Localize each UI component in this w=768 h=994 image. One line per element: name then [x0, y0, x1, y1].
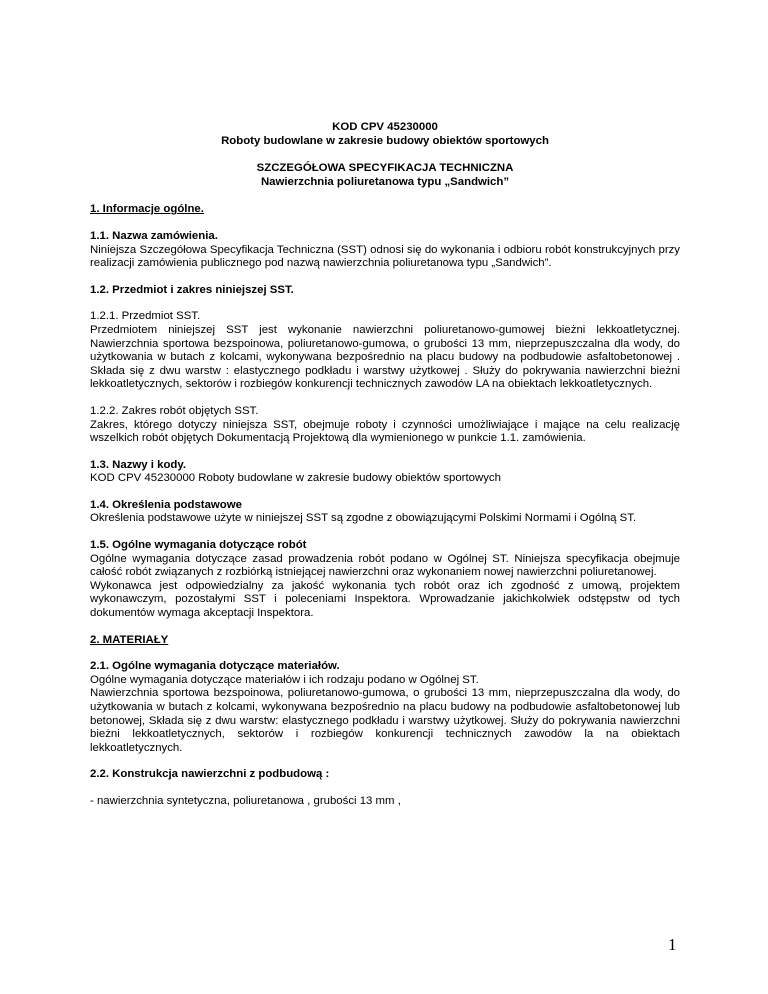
spec-subtitle: Nawierzchnia poliuretanowa typu „Sandwich” — [260, 175, 510, 188]
section-1-heading: 1. Informacje ogólne. — [90, 203, 204, 216]
section-2-1-heading: 2.1. Ogólne wymagania dotyczące materiałów. — [90, 660, 340, 673]
section-2-2-text: - nawierzchnia syntetyczna, poliuretanowa , grubości 13 mm , — [90, 794, 401, 807]
section-1-2-heading: 1.2. Przedmiot i zakres niniejszej SST. — [90, 283, 294, 296]
section-1-2-1-heading: 1.2.1. Przedmiot SST. — [90, 310, 201, 323]
page-number: 1 — [668, 935, 677, 954]
spec-title: SZCZEGÓŁOWA SPECYFIKACJA TECHNICZNA — [256, 162, 514, 175]
section-2-2-heading: 2.2. Konstrukcja nawierzchni z podbudową : — [90, 768, 330, 781]
document-body — [90, 121, 680, 809]
section-1-1-text: Niniejsza Szczegółowa Specyfikacja Techniczna (SST) odnosi się do wykonania i odbioru robót konstrukcyjnych przy realizacji zamówienia publicznego pod nazwą nawierzchnia poliuretanowa typu „Sandwich”. — [90, 243, 680, 270]
section-1-3-text: KOD CPV 45230000 Roboty budowlane w zakresie budowy obiektów sportowych — [90, 472, 501, 485]
document-header — [90, 121, 680, 189]
cpv-code-title: KOD CPV 45230000 — [332, 121, 438, 133]
section-1-5-text-b: Wykonawca jest odpowiedzialny za jakość wykonania tych robót oraz ich zgodność z umową, projektem wykonawczym, pozostałymi SST i poleceniami Inspektora. Wprowadzanie jakichkolwiek odstępstw od tych dokumentów wymaga akceptacji Inspektora. — [90, 579, 680, 620]
section-2-heading: 2. MATERIAŁY — [90, 633, 169, 646]
section-1-4-heading: 1.4. Określenia podstawowe — [90, 498, 242, 511]
section-1-2-2-heading: 1.2.2. Zakres robót objętych SST. — [90, 404, 259, 417]
cpv-description-title: Roboty budowlane w zakresie budowy obiektów sportowych — [221, 134, 549, 147]
section-1-1-heading: 1.1. Nazwa zamówienia. — [90, 229, 218, 242]
section-1-4-text: Określenia podstawowe użyte w niniejszej SST są zgodne z obowiązującymi Polskimi Normami i Ogólną ST. — [90, 512, 637, 525]
section-1-5-heading: 1.5. Ogólne wymagania dotyczące robót — [90, 539, 307, 552]
section-1-3-heading: 1.3. Nazwy i kody. — [90, 458, 187, 471]
section-1-2-1-text: Przedmiotem niniejszej SST jest wykonanie nawierzchni poliuretanowo-gumowej bieżni lekkoatletycznej. Nawierzchnia sportowa bezspoinowa, poliuretanowo-gumowa, o grubości 13 mm, nieprzepuszczalna dla wody, do użytkowania w butach z kolcami, wykonywana bezpośrednio na placu budowy na podbudowie asfaltobetonowej . Składa się z dwu warstw : elastycznego podkładu i warstwy użytkowej . Służy do pokrywania nawierzchni bieżni lekkoatletycznych, sektorów i rozbiegów konkurencji technicznych zawodów LA na obiektach lekkoatletycznych. — [90, 323, 680, 391]
section-1-2-2-text: Zakres, którego dotyczy niniejsza SST, obejmuje roboty i czynności umożliwiające i mające na celu realizację wszelkich robót objętych Dokumentacją Projektową dla wymienionego w punkcie 1.1. zamówienia. — [90, 418, 680, 445]
section-2-1-text-b: Nawierzchnia sportowa bezspoinowa, poliuretanowo-gumowa, o grubości 13 mm, nieprzepuszczalna dla wody, do użytkowania w butach z kolcami, wykonywana bezpośrednio na placu budowy na podbudowie asfaltobetonowej lub betonowej, Składa się z dwu warstw: elastycznego podkładu i warstwy użytkowej. Służy do pokrywania nawierzchni bieżni lekkoatletycznych, sektorów i rozbiegów konkurencji technicznych zawodów la na obiektach lekkoatletycznych. — [90, 687, 680, 754]
section-1-5-text-a: Ogólne wymagania dotyczące zasad prowadzenia robót podano w Ogólnej ST. Niniejsza specyfikacja obejmuje całość robót związanych z rozbiórką istniejącej nawierzchni oraz wykonaniem nowej nawierzchni poliuretanowej. — [90, 552, 680, 579]
section-2-1-text-a: Ogólne wymagania dotyczące materiałów i ich rodzaju podano w Ogólnej ST. — [90, 673, 479, 686]
